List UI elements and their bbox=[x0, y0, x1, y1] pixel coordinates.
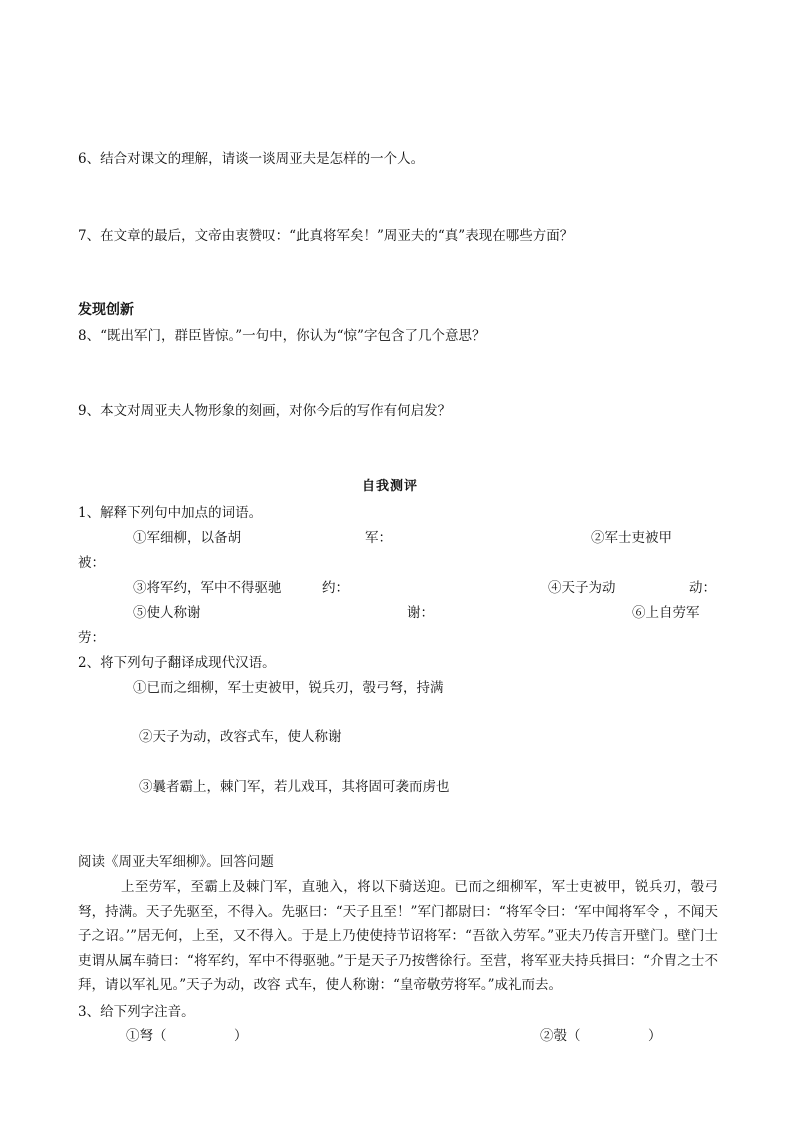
question-8: 8、“既出军门，群臣皆惊。”一句中，你认为“惊”字包含了几个意思？ bbox=[78, 328, 486, 344]
q3-item-b: ②彀（ ） bbox=[540, 1028, 662, 1044]
q2-sentence-3: ③曩者霸上，棘门军，若儿戏耳，其将固可袭而虏也 bbox=[139, 779, 450, 795]
question-1-prompt: 1、解释下列句中加点的词语。 bbox=[78, 505, 263, 521]
q1-item-6-word: 劳： bbox=[78, 630, 105, 646]
question-6: 6、结合对课文的理解，请谈一谈周亚夫是怎样的一个人。 bbox=[78, 151, 425, 167]
q1-item-3: ③将军约，军中不得驱驰 bbox=[133, 580, 282, 596]
q1-item-1-word: 军： bbox=[365, 530, 392, 546]
q3-item-a: ①弩（ ） bbox=[126, 1028, 248, 1044]
reading-title: 阅读《周亚夫军细柳》。回答问题 bbox=[78, 854, 274, 870]
section-heading-discovery: 发现创新 bbox=[78, 302, 134, 318]
q1-item-1: ①军细柳，以备胡 bbox=[133, 530, 241, 546]
question-2-prompt: 2、将下列句子翻译成现代汉语。 bbox=[78, 655, 276, 671]
q2-sentence-1: ①已而之细柳，军士吏被甲，锐兵刃，彀弓弩，持满 bbox=[133, 680, 444, 696]
q1-item-5: ⑤使人称谢 bbox=[133, 605, 201, 621]
question-9: 9、本文对周亚夫人物形象的刻画，对你今后的写作有何启发？ bbox=[78, 403, 452, 419]
q1-item-4-word: 动： bbox=[689, 580, 716, 596]
question-7: 7、在文章的最后，文帝由衷赞叹：“此真将军矣！”周亚夫的“真”表现在哪些方面？ bbox=[78, 228, 574, 244]
q1-item-5-word: 谢： bbox=[407, 605, 434, 621]
q1-item-2: ②军士吏被甲 bbox=[591, 530, 672, 546]
q1-item-6: ⑥上自劳军 bbox=[632, 605, 700, 621]
q1-item-3-word: 约： bbox=[322, 580, 349, 596]
reading-passage: 上至劳军，至霸上及棘门军，直驰入，将以下骑送迎。已而之细柳军，军士吏被甲，锐兵刃，彀弓弩，持满。天子先驱至，不得入。先驱曰：“天子且至！”军门都尉曰：“将军令曰：‘军中闻将军令 ，不闻天子之诏。’”居无何，上至，又不得入。于是上乃使使持节诏将军：“吾欲入劳军。”亚夫乃传言开壁门。壁门士吏谓从属车骑曰：“将军约，军中不得驱驰。”于是天子乃按辔徐行。至营，将军亚夫持兵揖曰：“介胄之士不拜，请以军礼见。”天子为动，改容 式车，使人称谢：“皇帝敬劳将军。”成礼而去。 bbox=[78, 879, 718, 993]
section-heading-self-test: 自我测评 bbox=[362, 479, 419, 494]
q2-sentence-2: ②天子为动，改容式车，使人称谢 bbox=[139, 729, 342, 745]
q1-item-2-word: 被： bbox=[78, 555, 105, 571]
question-3-prompt: 3、给下列字注音。 bbox=[78, 1004, 195, 1020]
q1-item-4: ④天子为动 bbox=[548, 580, 616, 596]
